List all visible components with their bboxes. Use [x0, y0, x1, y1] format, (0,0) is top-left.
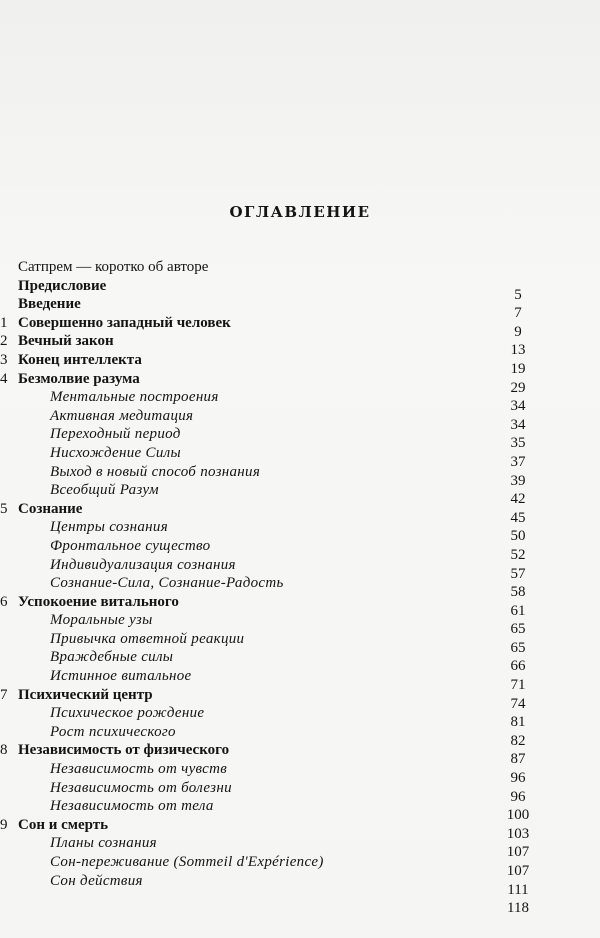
- toc-entry: [0, 500, 600, 526]
- toc-entry-title: Вечный закон: [18, 333, 114, 350]
- toc-entry: [0, 872, 600, 898]
- toc-entry: [0, 518, 600, 545]
- toc-entry: [0, 704, 600, 731]
- toc-entry: [0, 295, 600, 322]
- toc-entry: [0, 723, 600, 749]
- toc-subentry-title: Психическое рождение: [50, 705, 205, 722]
- table-of-contents: [0, 258, 600, 917]
- chapter-number: 9: [0, 816, 8, 833]
- page-number: 37: [510, 453, 526, 470]
- page-number: 5: [514, 286, 522, 303]
- chapter-number: 8: [0, 742, 8, 759]
- toc-subentry-title: Независимость от болезни: [50, 779, 232, 796]
- toc-subentry-title: Сон-переживание (Sommeil d'Expérience): [50, 854, 324, 870]
- page-number: 29: [510, 379, 526, 396]
- page-number: 107: [506, 863, 530, 879]
- page-number: 7: [514, 305, 522, 322]
- page-number: 39: [510, 472, 526, 489]
- toc-subentry-title: Сон действия: [50, 872, 143, 889]
- toc-subentry-title: Индивидуализация сознания: [50, 556, 236, 573]
- toc-entry-title: Независимость от физического: [18, 742, 230, 759]
- toc-entry: [0, 760, 600, 787]
- page-number: 82: [510, 732, 526, 749]
- page-number: 57: [510, 565, 526, 582]
- toc-entry: [0, 537, 600, 563]
- toc-entry-title: Совершенно западный человек: [18, 314, 231, 331]
- toc-subentry-title: Привычка ответной реакции: [50, 630, 245, 647]
- toc-entry: [0, 425, 600, 452]
- page-number: 96: [510, 770, 526, 787]
- page-number: 58: [510, 584, 526, 601]
- toc-entry: [0, 797, 600, 824]
- toc-entry: [0, 890, 600, 917]
- page-number: 100: [506, 807, 530, 824]
- toc-entry: [0, 258, 600, 277]
- toc-entry: [0, 463, 600, 489]
- chapter-number: 3: [0, 351, 8, 368]
- toc-entry: [0, 611, 600, 638]
- toc-entry: [0, 314, 600, 340]
- toc-entry: [0, 834, 600, 861]
- toc-entry: [0, 388, 600, 415]
- page-number: 87: [510, 751, 526, 768]
- toc-entry-title: Введение: [18, 296, 81, 313]
- page-number: 111: [507, 881, 529, 898]
- toc-subentry-title: Нисхождение Силы: [50, 444, 181, 461]
- toc-entry: [0, 667, 600, 694]
- toc-entry: [0, 686, 600, 712]
- toc-entry: [0, 593, 600, 619]
- toc-subentry-title: Рост психического: [50, 723, 176, 740]
- toc-entry: [0, 444, 600, 470]
- toc-subentry-title: Выход в новый способ познания: [50, 463, 261, 480]
- toc-entry-title: Конец интеллекта: [18, 351, 142, 368]
- page-number: 19: [510, 360, 526, 377]
- chapter-number: 1: [0, 314, 8, 331]
- toc-subentry-title: Активная медитация: [50, 407, 194, 424]
- page-number: 103: [506, 825, 530, 842]
- toc-subentry-title: Враждебные силы: [50, 649, 174, 666]
- toc-entry-title: Сон и смерть: [18, 816, 109, 833]
- toc-subentry-title: Независимость от тела: [50, 798, 214, 815]
- toc-subentry-title: Независимость от чувств: [50, 761, 228, 778]
- toc-subentry-title: Истинное витальное: [50, 668, 192, 685]
- toc-entry: [0, 370, 600, 396]
- page-number: 65: [510, 639, 526, 656]
- toc-entry: [0, 630, 600, 656]
- toc-subentry-title: Ментальные построения: [50, 389, 219, 406]
- toc-subentry-title: Моральные узы: [50, 612, 153, 629]
- page-number: 42: [510, 491, 526, 508]
- page-number: 66: [510, 658, 526, 675]
- chapter-number: 5: [0, 500, 8, 517]
- toc-entry: [0, 574, 600, 601]
- toc-entry-title: Сознание: [18, 500, 83, 517]
- page-number: 52: [510, 546, 526, 563]
- page-number: 35: [510, 435, 526, 452]
- chapter-number: 4: [0, 370, 8, 387]
- toc-entry: [0, 741, 600, 768]
- page-number: 34: [510, 398, 526, 415]
- page-number: 74: [510, 695, 526, 712]
- page-number: 81: [510, 714, 526, 731]
- toc-subentry-title: Планы сознания: [50, 835, 157, 852]
- toc-subentry-title: Центры сознания: [50, 519, 168, 536]
- page-number: 96: [510, 788, 526, 805]
- page-number: 61: [510, 602, 526, 619]
- toc-entry-title: Сатпрем — коротко об авторе: [18, 259, 209, 275]
- toc-entry: [0, 332, 600, 359]
- chapter-number: 2: [0, 333, 8, 350]
- toc-entry-title: Успокоение витального: [18, 593, 179, 610]
- toc-entry: [0, 779, 600, 805]
- page-number: 34: [510, 416, 526, 433]
- chapter-number: 6: [0, 593, 8, 610]
- toc-entry: [0, 481, 600, 508]
- toc-entry: [0, 556, 600, 582]
- toc-entry: [0, 407, 600, 433]
- toc-entry: [0, 277, 600, 303]
- toc-entry: [0, 648, 600, 675]
- toc-entry: [0, 853, 600, 879]
- chapter-number: 7: [0, 686, 8, 703]
- toc-subentry-title: Фронтальное существо: [50, 537, 211, 554]
- page-number: 118: [507, 900, 529, 917]
- page-title: ОГЛАВЛЕНИЕ: [229, 203, 371, 221]
- page-number: 9: [514, 323, 522, 340]
- toc-subentry-title: Всеобщий Разум: [50, 482, 159, 499]
- toc-entry-title: Психический центр: [18, 686, 153, 703]
- page-number: 65: [510, 621, 526, 638]
- page-number: 45: [510, 509, 526, 526]
- toc-entry-title: Безмолвие разума: [18, 370, 140, 387]
- toc-entry: [0, 351, 600, 377]
- toc-entry-title: Предисловие: [18, 277, 107, 294]
- page-number: 107: [506, 844, 530, 861]
- toc-subentry-title: Переходный период: [50, 426, 181, 443]
- toc-entry: [0, 816, 600, 842]
- toc-subentry-title: Сознание-Сила, Сознание-Радость: [50, 575, 284, 592]
- page-number: 50: [510, 528, 526, 545]
- page-number: 13: [510, 342, 526, 359]
- page-number: 71: [510, 677, 526, 694]
